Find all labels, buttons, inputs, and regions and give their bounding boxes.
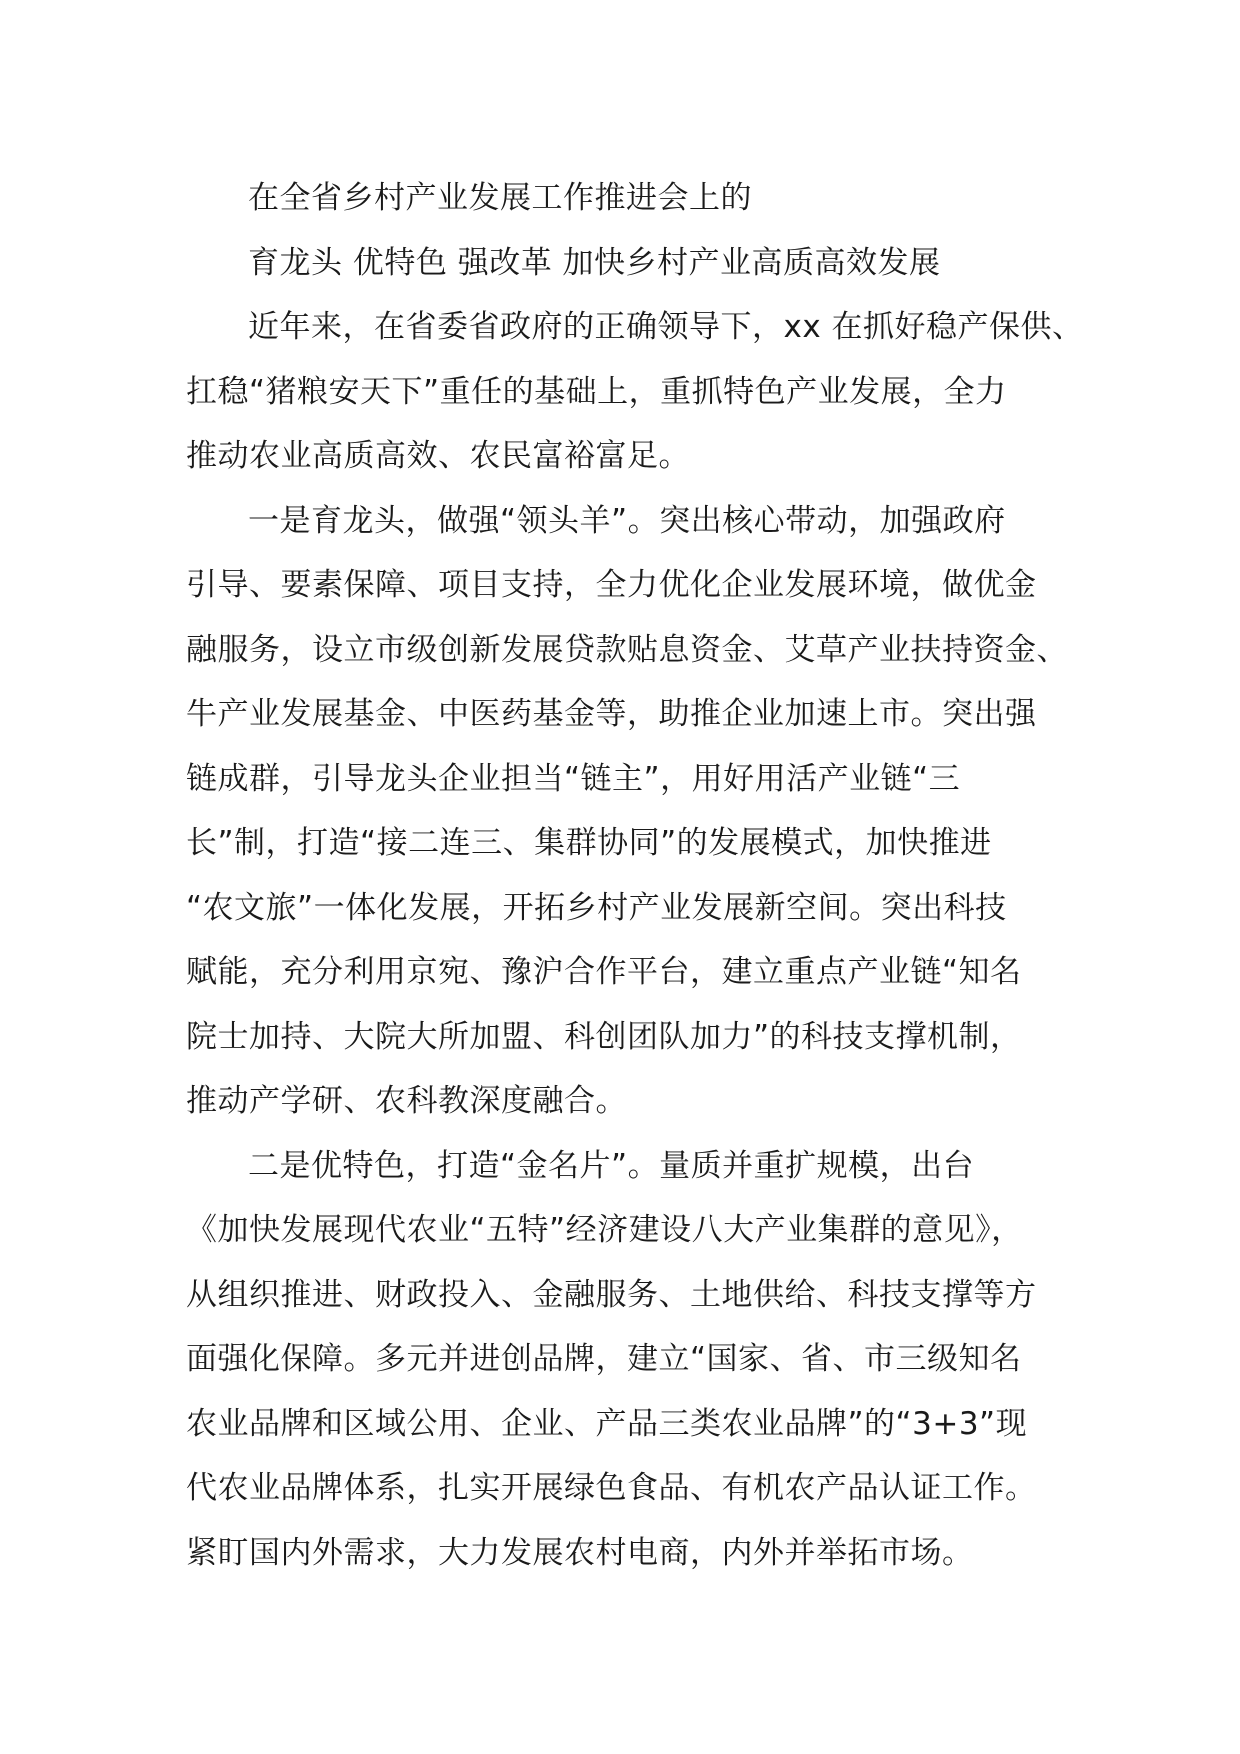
paragraph-3-line: 二是优特色，打造“金名片”。量质并重扩规模，出台 [248, 1147, 975, 1184]
paragraph-3-line: 面强化保障。多元并进创品牌，建立“国家、省、市三级知名 [186, 1341, 1022, 1377]
paragraph-2-line: 引导、要素保障、项目支持，全力优化企业发展环境，做优金 [186, 567, 1037, 603]
paragraph-2-line: “农文旅”一体化发展，开拓乡村产业发展新空间。突出科技 [186, 889, 1007, 926]
paragraph-3-line: 从组织推进、财政投入、金融服务、土地供给、科技支撑等方 [186, 1276, 1037, 1313]
title-line-1: 在全省乡村产业发展工作推进会上的 [248, 180, 752, 216]
paragraph-3-line: 《加快发展现代农业“五特”经济建设八大产业集群的意见》， [186, 1212, 1023, 1248]
paragraph-1-line: 近年来，在省委省政府的正确领导下，xx 在抓好稳产保供、 [248, 309, 1084, 345]
paragraph-1-line: 推动农业高质高效、农民富裕富足。 [186, 438, 690, 474]
paragraph-2-line: 院士加持、大院大所加盟、科创团队加力”的科技支撑机制， [186, 1018, 1022, 1055]
paragraph-2-line: 长”制，打造“接二连三、集群协同”的发展模式，加快推进 [186, 825, 992, 861]
document-body [186, 166, 1084, 1585]
paragraph-2-line: 推动产学研、农科教深度融合。 [186, 1083, 627, 1119]
paragraph-3-line: 代农业品牌体系，扎实开展绿色食品、有机农产品认证工作。 [186, 1470, 1037, 1506]
paragraph-2-line: 链成群，引导龙头企业担当“链主”，用好用活产业链“三 [186, 760, 961, 797]
title-line-2: 育龙头 优特色 强改革 加快乡村产业高质高效发展 [248, 244, 941, 281]
paragraph-2-line: 一是育龙头，做强“领头羊”。突出核心带动，加强政府 [248, 502, 1006, 539]
paragraph-2-line: 牛产业发展基金、中医药基金等，助推企业加速上市。突出强 [186, 696, 1037, 732]
paragraph-3-line: 农业品牌和区域公用、企业、产品三类农业品牌”的“3+3”现 [186, 1405, 1028, 1442]
paragraph-3-line: 紧盯国内外需求，大力发展农村电商，内外并举拓市场。 [186, 1534, 974, 1571]
paragraph-2-line: 融服务，设立市级创新发展贷款贴息资金、艾草产业扶持资金、 [186, 631, 1068, 668]
paragraph-2-line: 赋能，充分利用京宛、豫沪合作平台，建立重点产业链“知名 [186, 954, 1022, 990]
paragraph-1-line: 扛稳“猪粮安天下”重任的基础上，重抓特色产业发展，全力 [186, 373, 1007, 410]
